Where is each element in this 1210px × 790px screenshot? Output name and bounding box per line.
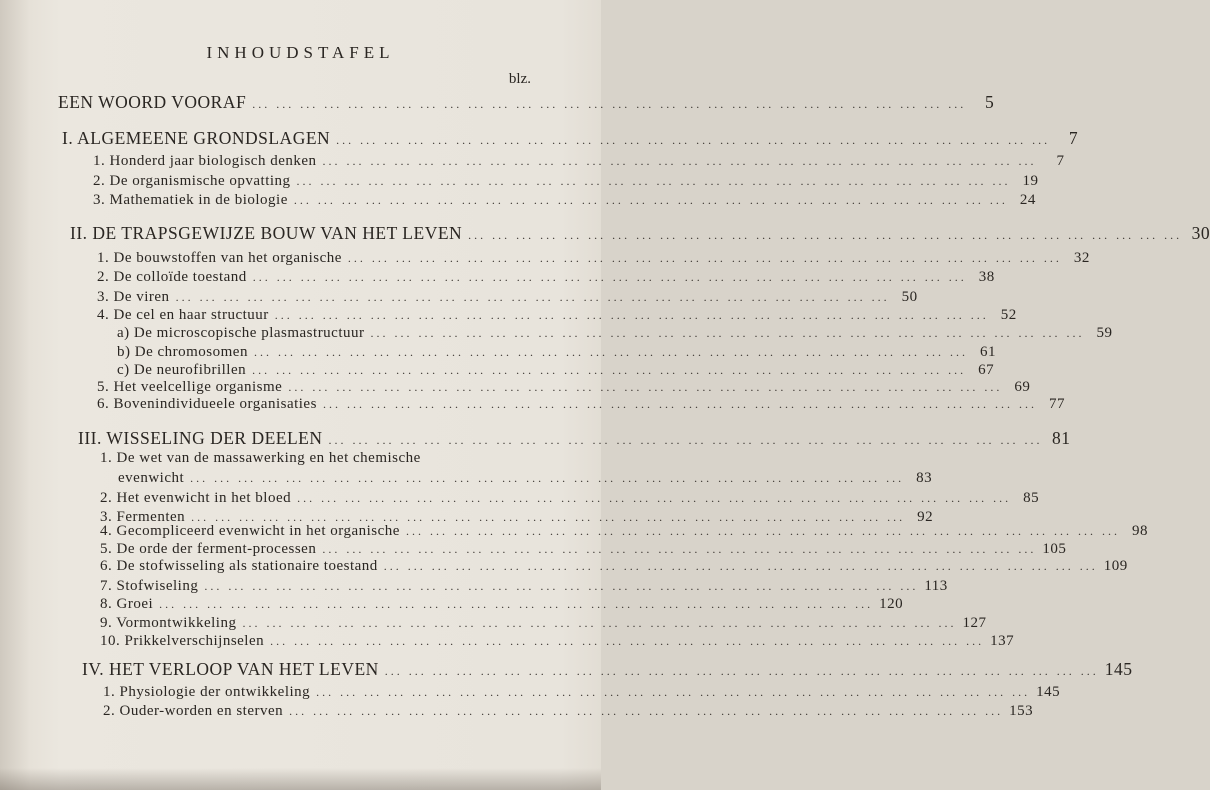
toc-section-entry (100, 490, 1040, 507)
toc-page-number: 5 (984, 92, 995, 112)
toc-leader-dots: ... ... ... ... ... ... ... ... ... ... ... ... ... ... ... ... ... ... ... ... ... ... ... ... ... ... ... ... ... ... (370, 326, 1085, 340)
toc-leader-dots: ... ... ... ... ... ... ... ... ... ... ... ... ... ... ... ... ... ... ... ... ... ... ... ... ... ... ... ... ... ... (322, 397, 1037, 411)
toc-entry-label: II. DE TRAPSGEWIJZE BOUW VAN HET LEVEN (70, 223, 463, 243)
toc-leader-dots: ... ... ... ... ... ... ... ... ... ... ... ... ... ... ... ... ... ... ... ... ... ... ... ... ... ... ... ... ... ... (252, 270, 967, 284)
toc-entry-label: 1. De bouwstoffen van het organische (97, 250, 342, 266)
toc-section-entry (103, 703, 1034, 720)
toc-entry-label: 5. Het veelcellige organisme (97, 379, 283, 395)
toc-entry-label: 6. De stofwisseling als stationaire toestand (100, 558, 378, 574)
toc-entry-label: 3. De viren (97, 289, 170, 305)
page-column-header: blz. (508, 71, 531, 87)
toc-section-entry (97, 307, 1017, 324)
toc-leader-dots: ... ... ... ... ... ... ... ... ... ... ... ... ... ... ... ... ... ... ... ... ... ... ... ... ... ... ... ... ... ... (347, 251, 1062, 265)
toc-page-number: 145 (1036, 684, 1061, 700)
toc-page-number: 52 (1000, 307, 1017, 323)
toc-page-number: 19 (1022, 173, 1039, 189)
toc-section-entry (93, 192, 1036, 209)
toc-page-number: 109 (1103, 558, 1128, 574)
toc-page-number: 32 (1073, 250, 1090, 266)
toc-leader-dots: ... ... ... ... ... ... ... ... ... ... ... ... ... ... ... ... ... ... ... ... ... ... ... ... ... ... ... ... ... ... (288, 380, 1003, 394)
toc-page-number: 59 (1096, 325, 1113, 341)
toc-section-entry (100, 523, 1148, 540)
toc-section-entry (97, 396, 1065, 413)
toc-section-entry (117, 325, 1113, 342)
toc-entry-label: 1. Physiologie der ontwikkeling (103, 684, 311, 700)
toc-leader-dots: ... ... ... ... ... ... ... ... ... ... ... ... ... ... ... ... ... ... ... ... ... ... ... ... ... ... ... ... ... ... (204, 579, 919, 593)
toc-section-entry (100, 633, 1015, 650)
toc-leader-dots: ... ... ... ... ... ... ... ... ... ... ... ... ... ... ... ... ... ... ... ... ... ... ... ... ... ... ... ... ... ... (328, 433, 1043, 447)
toc-section-entry (118, 470, 933, 487)
toc-chapter-entry (58, 92, 995, 113)
toc-leader-dots: ... ... ... ... ... ... ... ... ... ... ... ... ... ... ... ... ... ... ... ... ... ... ... ... ... ... ... ... ... ... (191, 510, 906, 524)
toc-entry-label: 10. Prikkelverschijnselen (100, 633, 265, 649)
toc-entry-label: EEN WOORD VOORAF (58, 92, 247, 112)
toc-leader-dots: ... ... ... ... ... ... ... ... ... ... ... ... ... ... ... ... ... ... ... ... ... ... ... ... ... ... ... ... ... ... (322, 542, 1037, 556)
toc-page-number: 67 (978, 362, 995, 378)
toc-entry-label: I. ALGEMEENE GRONDSLAGEN (62, 128, 331, 148)
toc-section-entry (100, 558, 1128, 575)
toc-page-number: 85 (1023, 490, 1040, 506)
page-edge-shadow (0, 768, 601, 790)
toc-leader-dots: ... ... ... ... ... ... ... ... ... ... ... ... ... ... ... ... ... ... ... ... ... ... ... ... ... ... ... ... ... ... (405, 524, 1120, 538)
toc-page-number: 120 (879, 596, 904, 612)
toc-page-number: 92 (917, 509, 934, 525)
toc-leader-dots: ... ... ... ... ... ... ... ... ... ... ... ... ... ... ... ... ... ... ... ... ... ... ... ... ... ... ... ... ... ... (274, 308, 989, 322)
toc-entry-label: evenwicht (118, 470, 185, 486)
toc-leader-dots: ... ... ... ... ... ... ... ... ... ... ... ... ... ... ... ... ... ... ... ... ... ... ... ... ... ... ... ... ... ... (242, 616, 957, 630)
toc-entry-label: a) De microscopische plasmastructuur (117, 325, 365, 341)
toc-page-number: 77 (1048, 396, 1065, 412)
toc-leader-dots: ... ... ... ... ... ... ... ... ... ... ... ... ... ... ... ... ... ... ... ... ... ... ... ... ... ... ... ... ... ... (316, 685, 1031, 699)
toc-chapter-entry (78, 428, 1071, 449)
toc-entry-label: 4. Gecompliceerd evenwicht in het organische (100, 523, 400, 539)
toc-entry-label: 1. De wet van de massawerking en het chemische (100, 450, 421, 466)
toc-chapter-entry (82, 659, 1133, 680)
toc-leader-dots: ... ... ... ... ... ... ... ... ... ... ... ... ... ... ... ... ... ... ... ... ... ... ... ... ... ... ... ... ... ... (383, 559, 1098, 573)
toc-leader-dots: ... ... ... ... ... ... ... ... ... ... ... ... ... ... ... ... ... ... ... ... ... ... ... ... ... ... ... ... ... ... (175, 290, 890, 304)
toc-leader-dots: ... ... ... ... ... ... ... ... ... ... ... ... ... ... ... ... ... ... ... ... ... ... ... ... ... ... ... ... ... ... (336, 133, 1051, 147)
toc-page-number: 50 (901, 289, 918, 305)
toc-entry-label: 9. Vormontwikkeling (100, 615, 237, 631)
toc-leader-dots: ... ... ... ... ... ... ... ... ... ... ... ... ... ... ... ... ... ... ... ... ... ... ... ... ... ... ... ... ... ... (252, 363, 967, 377)
toc-page-number: 38 (978, 269, 995, 285)
toc-page-number: 81 (1052, 428, 1071, 448)
toc-leader-dots: ... ... ... ... ... ... ... ... ... ... ... ... ... ... ... ... ... ... ... ... ... ... ... ... ... ... ... ... ... ... (468, 228, 1183, 242)
toc-entry-label: 2. Ouder-worden en sterven (103, 703, 284, 719)
toc-entry-label: 5. De orde der ferment-processen (100, 541, 317, 557)
toc-chapter-entry (70, 223, 1210, 244)
toc-leader-dots: ... ... ... ... ... ... ... ... ... ... ... ... ... ... ... ... ... ... ... ... ... ... ... ... ... ... ... ... ... ... (293, 193, 1008, 207)
toc-leader-dots: ... ... ... ... ... ... ... ... ... ... ... ... ... ... ... ... ... ... ... ... ... ... ... ... ... ... ... ... ... ... (252, 97, 967, 111)
toc-entry-label: 2. De organismische opvatting (93, 173, 291, 189)
toc-entry-label: 3. Fermenten (100, 509, 186, 525)
toc-entry-label: 7. Stofwiseling (100, 578, 199, 594)
toc-page-number: 127 (962, 615, 987, 631)
toc-section-entry (100, 596, 904, 613)
toc-section-entry (100, 615, 987, 632)
toc-leader-dots: ... ... ... ... ... ... ... ... ... ... ... ... ... ... ... ... ... ... ... ... ... ... ... ... ... ... ... ... ... ... (296, 174, 1011, 188)
toc-page-number: 98 (1131, 523, 1148, 539)
toc-leader-dots: ... ... ... ... ... ... ... ... ... ... ... ... ... ... ... ... ... ... ... ... ... ... ... ... ... ... ... ... ... ... (190, 471, 905, 485)
toc-section-entry (100, 541, 1067, 558)
toc-leader-dots: ... ... ... ... ... ... ... ... ... ... ... ... ... ... ... ... ... ... ... ... ... ... ... ... ... ... ... ... ... ... (297, 491, 1012, 505)
toc-entry-label: 3. Mathematiek in de biologie (93, 192, 288, 208)
toc-entry-label: 2. De colloïde toestand (97, 269, 247, 285)
toc-section-entry (117, 362, 995, 379)
toc-entry-label: 1. Honderd jaar biologisch denken (93, 153, 317, 169)
toc-page-number: 105 (1042, 541, 1067, 557)
toc-section-entry (117, 344, 996, 361)
toc-leader-dots: ... ... ... ... ... ... ... ... ... ... ... ... ... ... ... ... ... ... ... ... ... ... ... ... ... ... ... ... ... ... (289, 704, 1004, 718)
toc-chapter-entry (62, 128, 1079, 149)
toc-page-number: 61 (979, 344, 996, 360)
toc-page-number: 153 (1009, 703, 1034, 719)
toc-page-number: 69 (1014, 379, 1031, 395)
toc-leader-dots: ... ... ... ... ... ... ... ... ... ... ... ... ... ... ... ... ... ... ... ... ... ... ... ... ... ... ... ... ... ... (270, 634, 985, 648)
toc-page-number: 113 (924, 578, 948, 594)
toc-heading: INHOUDSTAFEL (206, 43, 395, 62)
toc-entry-label: 2. Het evenwicht in het bloed (100, 490, 292, 506)
toc-section-entry (97, 379, 1031, 396)
toc-section-entry (97, 250, 1090, 267)
toc-page-number: 145 (1104, 659, 1133, 679)
toc-entry-label: 4. De cel en haar structuur (97, 307, 269, 323)
toc-section-entry (103, 684, 1061, 701)
toc-leader-dots: ... ... ... ... ... ... ... ... ... ... ... ... ... ... ... ... ... ... ... ... ... ... ... ... ... ... ... ... ... ... (253, 345, 968, 359)
toc-leader-dots: ... ... ... ... ... ... ... ... ... ... ... ... ... ... ... ... ... ... ... ... ... ... ... ... ... ... ... ... ... ... (159, 597, 874, 611)
toc-page-number: 7 (1056, 153, 1065, 169)
toc-entry-label: c) De neurofibrillen (117, 362, 247, 378)
toc-section-entry (93, 153, 1065, 170)
toc-section-entry (100, 450, 501, 467)
toc-section-entry (97, 269, 995, 286)
toc-entry-label: 6. Bovenindividueele organisaties (97, 396, 317, 412)
toc-leader-dots: ... ... ... ... ... ... ... ... ... ... ... ... ... ... ... ... ... ... ... ... ... ... ... ... ... ... ... ... ... ... (322, 154, 1037, 168)
toc-page-number: 83 (916, 470, 933, 486)
toc-page-number: 137 (990, 633, 1015, 649)
toc-page-number: 24 (1019, 192, 1036, 208)
toc-section-entry (100, 578, 948, 595)
toc-entry-label: b) De chromosomen (117, 344, 248, 360)
toc-page-number: 30 (1191, 223, 1210, 243)
toc-section-entry (93, 173, 1039, 190)
toc-entry-label: III. WISSELING DER DEELEN (78, 428, 323, 448)
toc-leader-dots: ... ... ... ... ... ... ... ... ... ... ... ... ... ... ... ... ... ... ... ... ... ... ... ... ... ... ... ... ... ... (384, 664, 1099, 678)
toc-entry-label: IV. HET VERLOOP VAN HET LEVEN (82, 659, 379, 679)
toc-entry-label: 8. Groei (100, 596, 154, 612)
toc-section-entry (97, 289, 918, 306)
toc-page-number: 7 (1068, 128, 1079, 148)
